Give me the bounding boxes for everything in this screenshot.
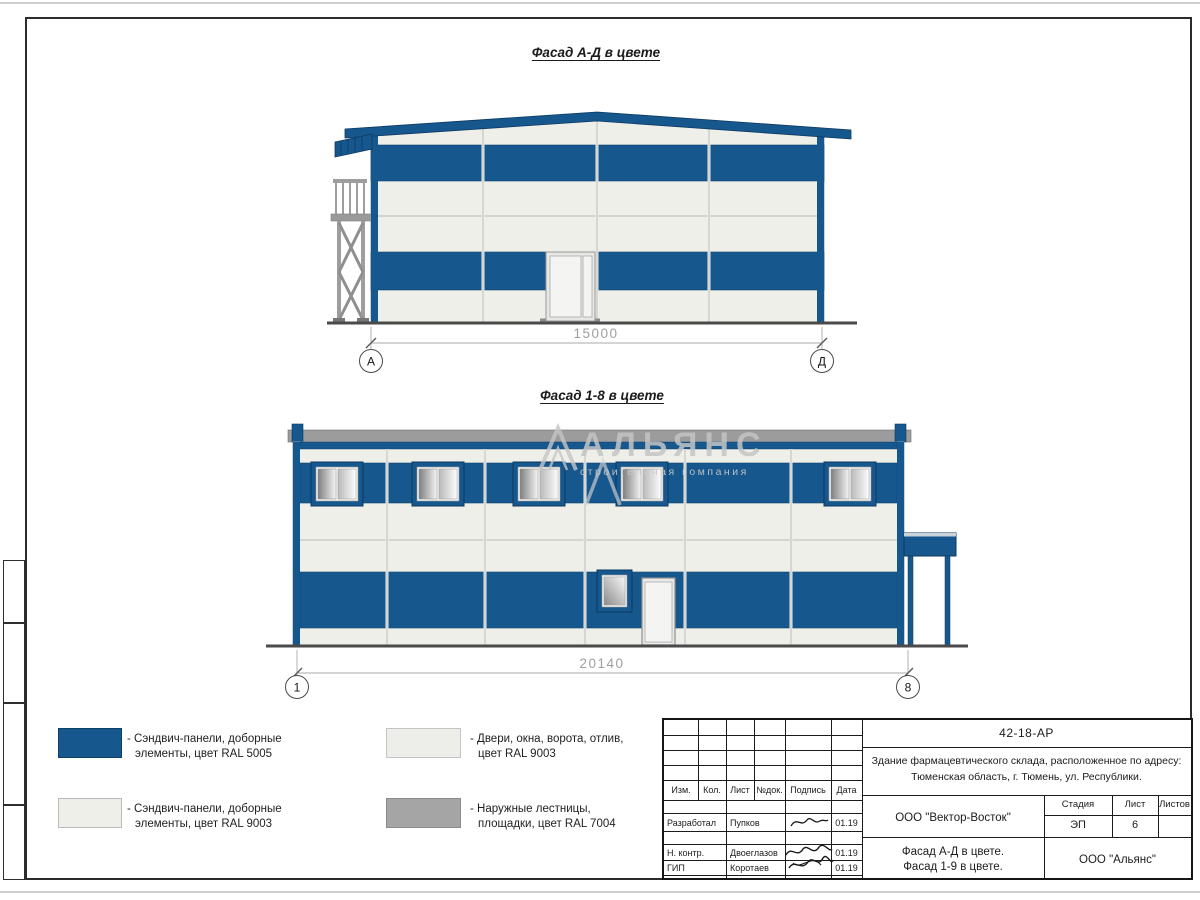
dimension-value: 15000 (573, 326, 619, 341)
doc-number: 42-18-АР (999, 726, 1054, 740)
facade-18-title: Фасад 1-8 в цвете (540, 388, 664, 403)
stage-label: Стадия (1061, 799, 1095, 810)
corner-pilaster (293, 442, 300, 646)
facade-ad (327, 112, 857, 373)
legend-swatch-ral7004 (386, 798, 461, 828)
dimension-value: 20140 (579, 656, 625, 671)
drawing-title-line1: Фасад А-Д в цвете. (901, 846, 1005, 858)
axis-label: Д (817, 354, 827, 369)
corner-pilaster (817, 132, 824, 322)
corner-pilaster (897, 442, 904, 646)
contractor-org: ООО "Альянс" (1079, 854, 1156, 866)
gip-name: Коротаев (730, 863, 769, 873)
canopy (904, 533, 956, 646)
watermark-name: АЛЬЯНС (580, 426, 768, 464)
parapet-post (292, 424, 303, 442)
axis-bubble-8 (897, 676, 920, 699)
ncontr-role: Н. контр. (667, 848, 705, 858)
gip-role: ГИП (667, 863, 685, 873)
legend-item-label: - Сэндвич-панели, доборные элементы, цвет RAL 5005 (127, 733, 282, 760)
side-door (642, 578, 675, 645)
facade-18 (266, 424, 968, 699)
gip-date: 01.19 (835, 863, 858, 873)
developer-date: 01.19 (835, 818, 858, 828)
axis-bubble-a (360, 350, 383, 373)
developer-name: Пупков (730, 818, 760, 828)
entrance-door (540, 252, 600, 324)
developer-role: Разработал (667, 818, 716, 828)
col-izm: Изм. (671, 785, 691, 795)
dimension-ad (366, 326, 827, 350)
window (412, 462, 464, 506)
legend-item-label: - Наружные лестницы, площадки, цвет RAL 7004 (470, 803, 616, 830)
axis-bubble-1 (286, 676, 309, 699)
small-window (597, 570, 632, 612)
sheet-label: Лист (1124, 799, 1146, 810)
col-doc: №док. (756, 785, 783, 795)
signature-ncontr-gip (781, 841, 835, 877)
watermark-tagline: строительная компания (580, 466, 749, 478)
axis-bubble-d (811, 350, 834, 373)
col-list: Лист (730, 785, 750, 795)
axis-label: А (366, 354, 376, 369)
project-address-line1: Здание фармацевтического склада, расположенное по адресу: (871, 755, 1182, 767)
dimension-18 (292, 650, 913, 678)
external-stair (331, 179, 373, 322)
parapet-post (895, 424, 906, 442)
legend-swatch-ral9003-panels (58, 798, 122, 828)
col-sign: Подпись (790, 785, 826, 795)
window (311, 462, 363, 506)
facade-ad-title: Фасад А-Д в цвете (531, 45, 661, 60)
project-address-line2: Тюменская область, г. Тюмень, ул. Республики. (911, 771, 1142, 783)
ncontr-date: 01.19 (835, 848, 858, 858)
customer-org: ООО "Вектор-Восток" (895, 812, 1011, 824)
axis-label: 1 (293, 680, 301, 695)
legend-swatch-ral9003-doors (386, 728, 461, 758)
corner-pilaster (371, 131, 378, 322)
col-date: Дата (836, 785, 857, 795)
legend-item-label: - Двери, окна, ворота, отлив, цвет RAL 9003 (470, 733, 624, 760)
sheet-value: 6 (1131, 819, 1139, 831)
stage-value: ЭП (1070, 819, 1086, 831)
axis-label: 8 (904, 680, 912, 695)
ncontr-name: Двоеглазов (730, 848, 778, 858)
legend-item-label: - Сэндвич-панели, доборные элементы, цвет RAL 9003 (127, 803, 282, 830)
drawing-title-line2: Фасад 1-9 в цвете. (903, 861, 1003, 873)
title-block (662, 718, 1193, 880)
col-kol: Кол. (703, 785, 721, 795)
signature-developer (788, 813, 830, 831)
sheets-label: Листов (1159, 799, 1190, 810)
window (824, 462, 876, 506)
legend-swatch-ral5005 (58, 728, 122, 758)
